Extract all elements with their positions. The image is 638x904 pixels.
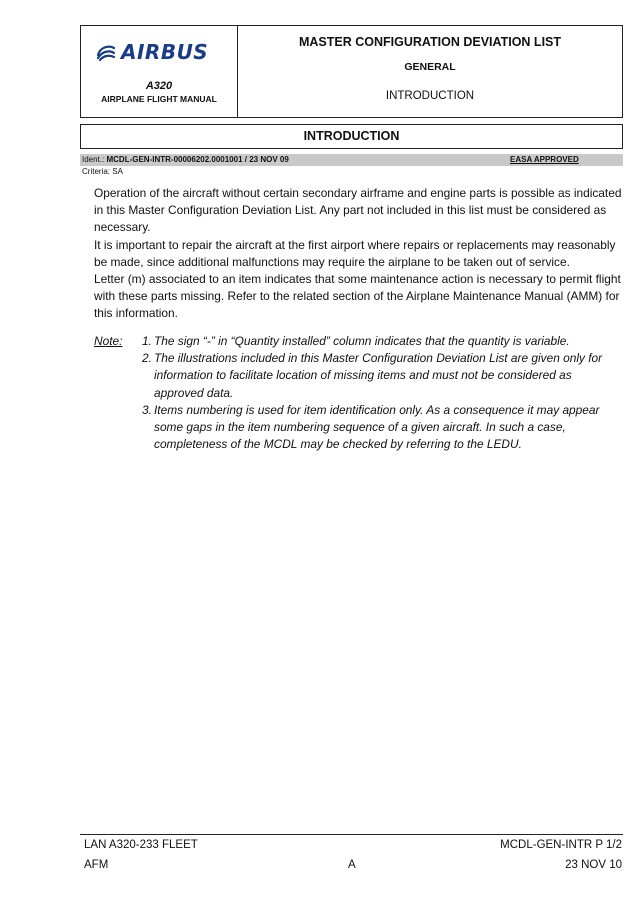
aircraft-model: A320 <box>145 80 173 92</box>
body-paragraph: Letter (m) associated to an item indicates that some maintenance action is necessary to permit flight with these parts missing. Refer to the related section of the Airplane Maintenance Manual (AMM) for this information. <box>94 272 621 321</box>
footer-page-code: MCDL-GEN-INTR P 1/2 <box>500 839 622 851</box>
footer-revision: A <box>348 859 356 871</box>
document-title: MASTER CONFIGURATION DEVIATION LIST <box>298 35 562 49</box>
logo-text: AIRBUS <box>121 40 209 64</box>
footer-divider <box>80 834 623 835</box>
note-label: Note: <box>94 334 123 348</box>
note-item <box>142 350 612 402</box>
body-paragraph: It is important to repair the aircraft at the first airport where repairs or replacements may reasonably be made, since additional malfunctions may require the airplane to be taken out of service. <box>94 237 616 269</box>
footer-fleet: LAN A320-233 FLEET <box>84 839 198 851</box>
header-box <box>80 25 623 118</box>
body-paragraph: Operation of the aircraft without certain secondary airframe and engine parts is possible as indicated in this Master Configuration Deviation List. Any part not included in this list must be considered as necessary. <box>94 186 622 235</box>
ident-value: MCDL-GEN-INTR-00006202.0001001 / 23 NOV 09 <box>106 155 289 164</box>
airbus-swirl-icon <box>95 43 117 61</box>
note-number: 3. <box>142 402 152 417</box>
document-section: GENERAL <box>404 61 456 73</box>
document-subsection: INTRODUCTION <box>385 90 475 102</box>
criteria: Criteria: SA <box>82 167 123 176</box>
header-left-panel <box>81 26 238 117</box>
note-text: Items numbering is used for item identification only. As a consequence it may appear some gaps in the item numbering sequence of a given aircraft. In such a case, completeness of the MCDL may be checked by referring to the LEDU. <box>154 402 600 452</box>
header-right-panel <box>238 26 622 117</box>
note-list <box>142 333 612 453</box>
note-number: 1. <box>142 334 152 348</box>
footer-afm: AFM <box>84 859 109 871</box>
section-title: INTRODUCTION <box>303 129 400 143</box>
section-title-box <box>80 124 623 149</box>
note-number: 2. <box>142 351 152 366</box>
note-text: The illustrations included in this Master Configuration Deviation List are given only for information to facilitate location of missing items and must not be considered as approved data. <box>154 351 603 400</box>
ident-line <box>82 155 289 164</box>
footer-date: 23 NOV 10 <box>565 859 622 871</box>
approval-status: EASA APPROVED <box>510 155 579 164</box>
note-item <box>142 333 612 350</box>
ident-bar <box>80 154 623 166</box>
ident-label: Ident.: <box>82 155 107 164</box>
note-text: The sign “-” in “Quantity installed” column indicates that the quantity is variable. <box>154 334 570 348</box>
manual-name: AIRPLANE FLIGHT MANUAL <box>101 94 217 104</box>
note-item <box>142 402 612 454</box>
airbus-logo <box>95 40 208 64</box>
body-text <box>94 185 624 323</box>
